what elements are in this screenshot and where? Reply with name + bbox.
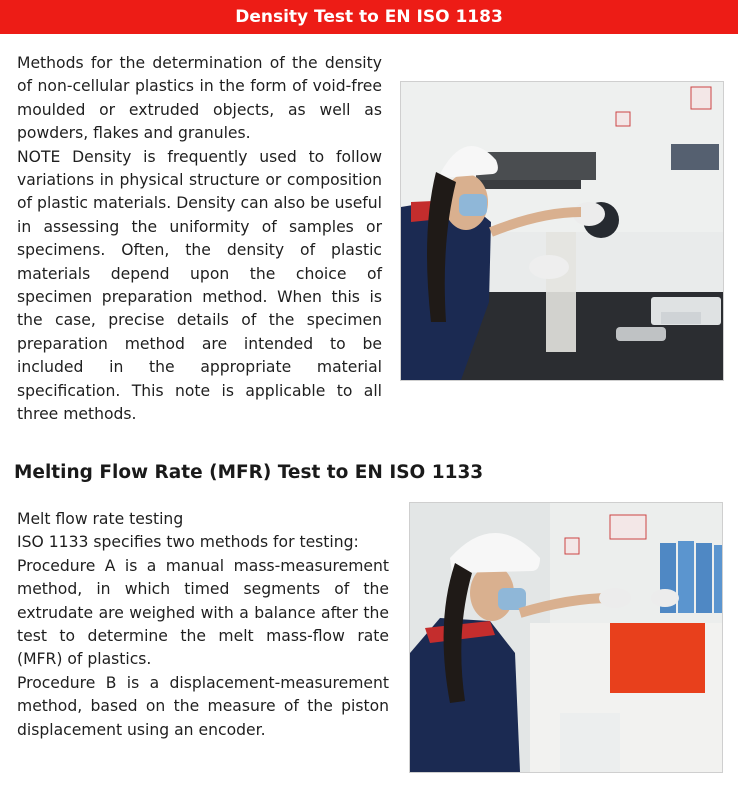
procedure-b-paragraph: Procedure B is a displacement-measurement method, based on the measure of the piston displacement using an encoder. <box>17 673 389 739</box>
density-paragraph-1: Methods for the determination of the density of non-cellular plastics in the form of void-free moulded or extruded objects, as well as powders, flakes and granules. <box>17 54 382 143</box>
banner-title: Density Test to EN ISO 1183 <box>235 7 503 27</box>
mfr-paragraph-2: ISO 1133 specifies two methods for testing: <box>17 533 359 552</box>
mfr-paragraph-1: Melt flow rate testing <box>17 510 184 528</box>
mfr-heading: Melting Flow Rate (MFR) Test to EN ISO 1133 <box>14 462 484 483</box>
page-banner <box>0 0 738 34</box>
density-description <box>17 52 382 427</box>
mfr-description <box>17 508 389 742</box>
density-note-paragraph: NOTE Density is frequently used to follow variations in physical structure or composition of plastic materials. Density can also be useful in assessing the uniformity of samples or specimens. Often, the density of plastic materials depend upon the choice of specimen preparation method. When this is the case, precise details of the specimen preparation method are intended to be included in the appropriate material specification. This note is applicable to all three methods. <box>17 147 382 424</box>
density-test-photo <box>400 81 724 381</box>
procedure-a-paragraph: Procedure A is a manual mass-measurement method, in which timed segments of the extrudate are weighed with a balance after the test to determine the melt mass-flow rate (MFR) of plastics. <box>17 556 389 669</box>
mfr-test-photo <box>409 502 723 773</box>
